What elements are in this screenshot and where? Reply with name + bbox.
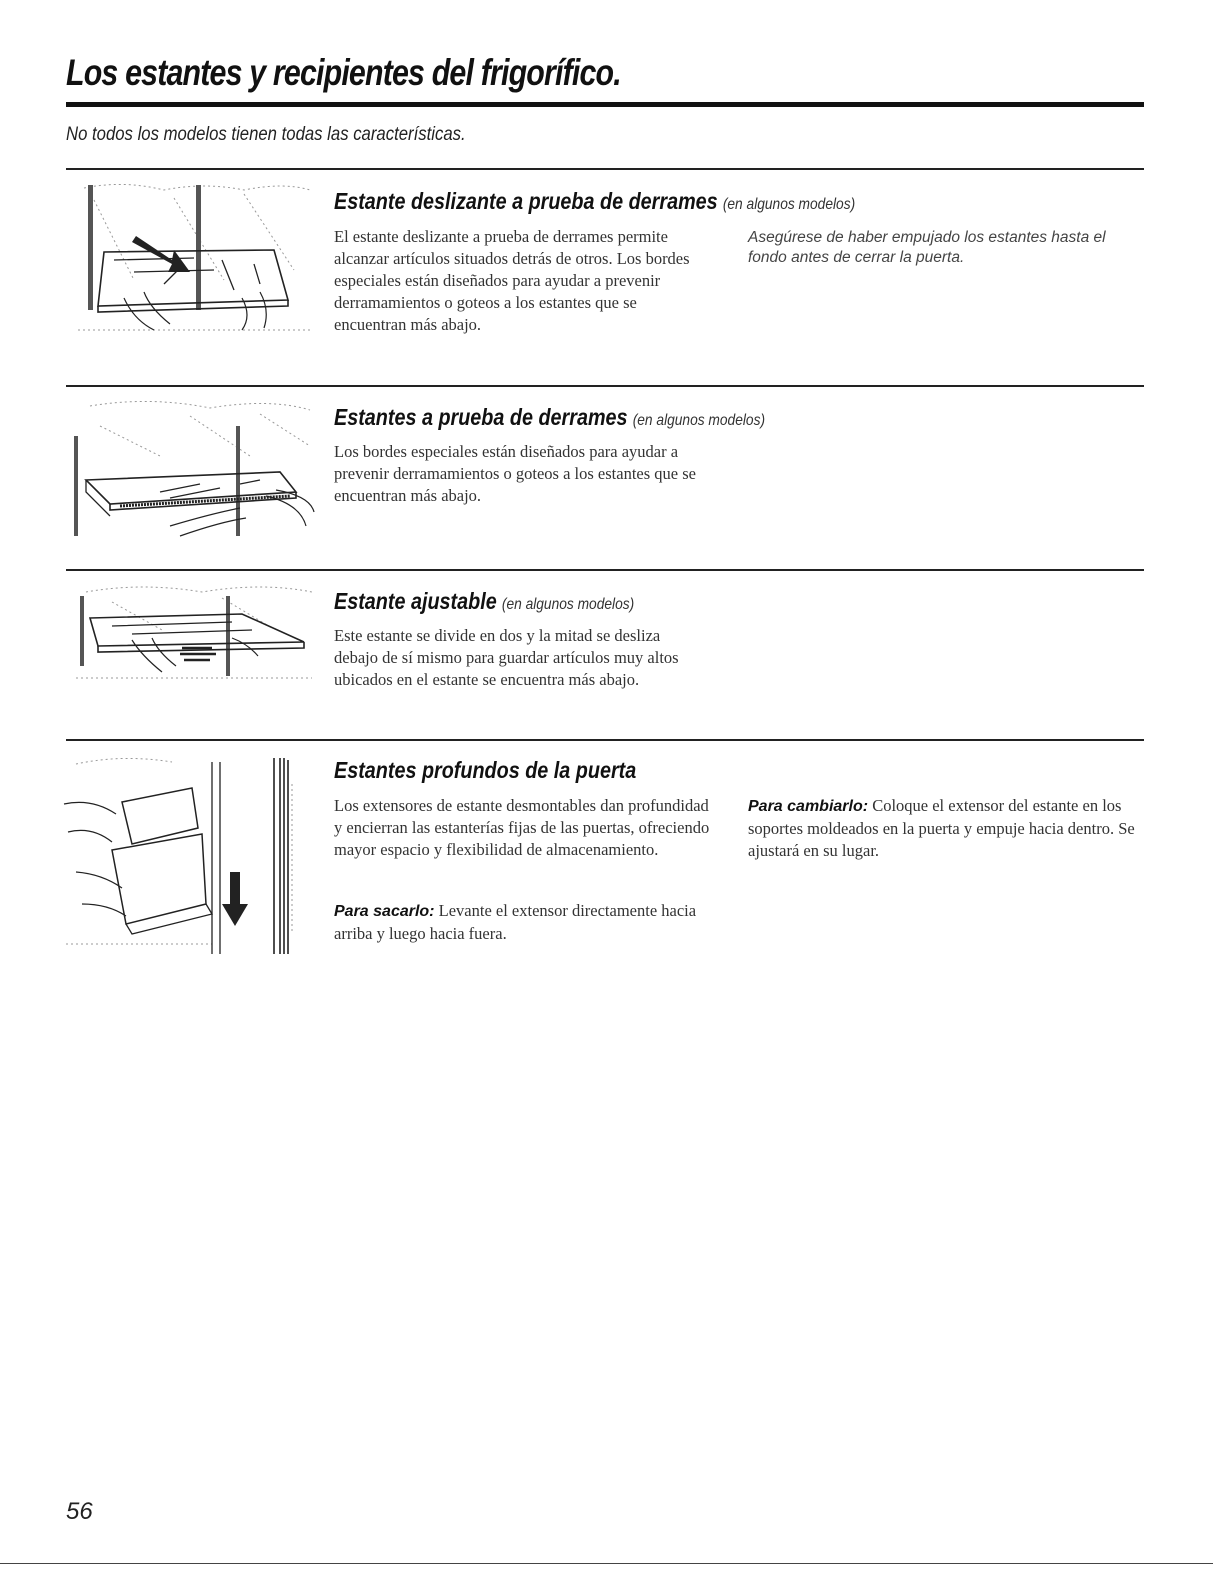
section-title-text: Estante ajustable — [334, 588, 497, 614]
sliding-shelf-illustration — [74, 180, 314, 348]
section-divider — [66, 385, 1144, 387]
section-title-sliding-shelf — [334, 188, 855, 215]
section-title-text: Estante deslizante a prueba de derrames — [334, 188, 718, 214]
section-divider — [66, 168, 1144, 170]
page-title: Los estantes y recipientes del frigorífico. — [66, 52, 621, 93]
page-number: 56 — [66, 1498, 93, 1525]
section-divider — [66, 569, 1144, 571]
section-note: (en algunos modelos) — [501, 596, 635, 613]
section-title-deep-door-shelves — [334, 757, 636, 784]
section-body-deep-door-shelves: Los extensores de estante desmontables dan profundidad y encierran las estanterías fijas de las puertas, ofreciendo mayor espacio y flexibilidad de almacenamiento. — [334, 796, 710, 859]
section-body-adjustable-shelf: Este estante se divide en dos y la mitad se desliza debajo de sí mismo para guardar artículos muy altos ubicados en el estante se encuentra más abajo. — [334, 626, 679, 689]
remove-lead: Para sacarlo: — [334, 903, 435, 920]
section-tip-push-shelves: Asegúrese de haber empujado los estantes hasta el fondo antes de cerrar la puerta. — [748, 229, 1106, 266]
section-note: (en algunos modelos) — [632, 412, 766, 429]
remove-text: Levante el extensor directamente hacia arriba y luego hacia fuera. — [334, 901, 697, 943]
section-title-text: Estantes profundos de la puerta — [334, 757, 637, 783]
title-rule — [66, 102, 1144, 107]
replace-text: Coloque el extensor del estante en los soportes moldeados en la puerta y empuje hacia dentro. Se ajustará en su lugar. — [748, 796, 1135, 860]
bottom-rule — [0, 1563, 1213, 1564]
section-title-spillproof-shelves — [334, 404, 765, 431]
adjustable-shelf-illustration — [72, 582, 316, 686]
section-note: (en algunos modelos) — [722, 196, 856, 213]
section-body-spillproof-shelves: Los bordes especiales están diseñados para ayudar a prevenir derramamientos o goteos a los estantes que se encuentran más abajo. — [334, 442, 696, 505]
spillproof-shelf-illustration — [70, 396, 316, 546]
replace-lead: Para cambiarlo: — [748, 798, 869, 815]
deep-door-shelf-illustration — [62, 754, 310, 960]
section-title-text: Estantes a prueba de derrames — [334, 404, 628, 430]
replace-instructions — [748, 795, 1148, 862]
section-body-sliding-shelf: El estante deslizante a prueba de derrames permite alcanzar artículos situados detrás de otros. Los bordes especiales están diseñados para ayudar a prevenir derramamientos o goteos a los estantes que se encuentran más abajo. — [334, 227, 690, 334]
section-title-adjustable-shelf — [334, 588, 634, 615]
section-divider — [66, 739, 1144, 741]
remove-instructions — [334, 900, 726, 945]
page-subtitle: No todos los modelos tienen todas las características. — [66, 124, 466, 145]
